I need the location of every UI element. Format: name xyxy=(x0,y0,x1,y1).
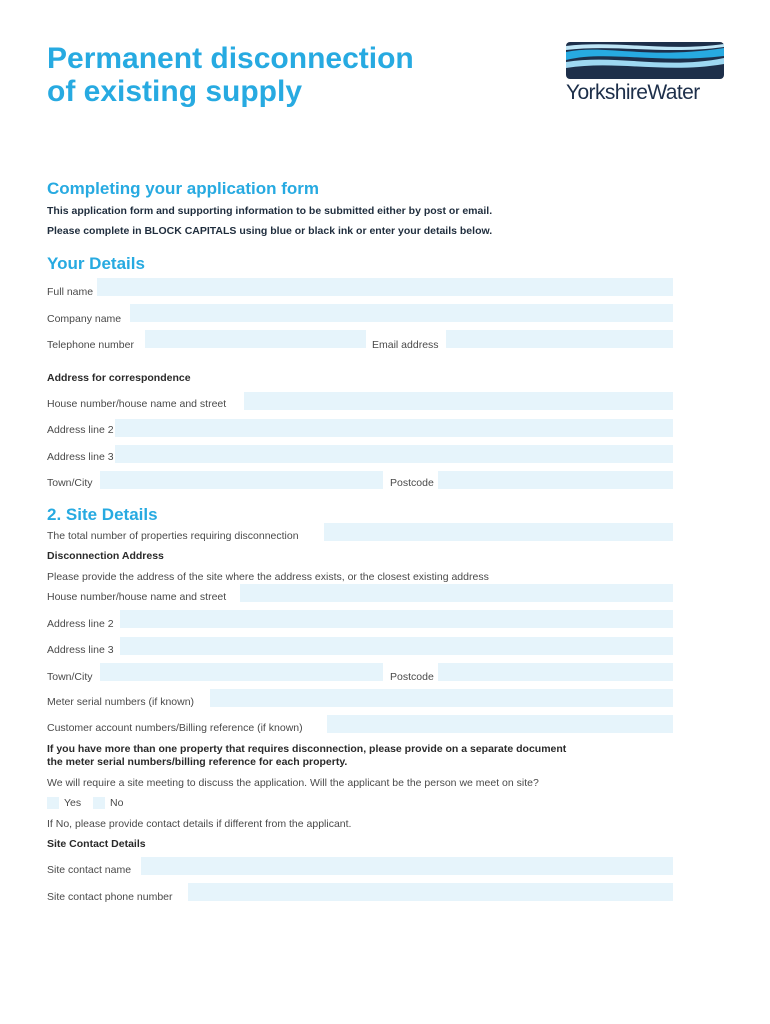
site-address-line-2-input[interactable] xyxy=(120,610,673,628)
town-city-input[interactable] xyxy=(100,471,383,489)
your-details-heading: Your Details xyxy=(47,254,145,273)
no-checkbox[interactable] xyxy=(93,797,105,809)
page-title: Permanent disconnection of existing supply xyxy=(47,42,414,108)
full-name-label: Full name xyxy=(47,286,94,298)
correspondence-address-heading: Address for correspondence xyxy=(47,372,191,384)
site-postcode-input[interactable] xyxy=(438,663,673,681)
yes-checkbox[interactable] xyxy=(47,797,59,809)
site-address-line-2-label: Address line 2 xyxy=(47,618,114,630)
site-house-street-input[interactable] xyxy=(240,584,673,602)
disconnection-address-heading: Disconnection Address xyxy=(47,550,164,562)
multi-property-note-line1: If you have more than one property that requires disconnection, please provide on a separate document xyxy=(47,743,567,755)
total-properties-input[interactable] xyxy=(324,523,673,541)
meter-serial-input[interactable] xyxy=(210,689,673,707)
multi-property-note-line2: the meter serial numbers/billing reference for each property. xyxy=(47,756,348,768)
house-street-input[interactable] xyxy=(244,392,673,410)
no-label: No xyxy=(110,797,124,809)
house-street-label: House number/house name and street xyxy=(47,398,227,410)
email-label: Email address xyxy=(372,339,439,351)
site-contact-name-input[interactable] xyxy=(141,857,673,875)
account-number-input[interactable] xyxy=(327,715,673,733)
yorkshire-water-logo xyxy=(566,42,726,105)
company-name-input[interactable] xyxy=(130,304,673,322)
meter-serial-label: Meter serial numbers (if known) xyxy=(47,696,195,708)
telephone-input[interactable] xyxy=(145,330,366,348)
logo-wordmark: YorkshireWater xyxy=(566,81,700,104)
town-city-label: Town/City xyxy=(47,477,93,489)
block-capitals-note: Please complete in BLOCK CAPITALS using blue or black ink or enter your details below. xyxy=(47,225,493,237)
full-name-input[interactable] xyxy=(97,278,673,296)
site-contact-phone-label: Site contact phone number xyxy=(47,891,173,903)
site-details-heading: 2. Site Details xyxy=(47,505,158,524)
site-address-line-3-label: Address line 3 xyxy=(47,644,114,656)
address-note: Please provide the address of the site where the address exists, or the closest existing address xyxy=(47,571,489,583)
wave-logo-icon xyxy=(566,42,724,79)
site-contact-heading: Site Contact Details xyxy=(47,838,146,850)
site-address-line-3-input[interactable] xyxy=(120,637,673,655)
intro-heading: Completing your application form xyxy=(47,179,320,198)
site-postcode-label: Postcode xyxy=(390,671,434,683)
site-contact-phone-input[interactable] xyxy=(188,883,673,901)
address-line-3-input[interactable] xyxy=(115,445,673,463)
email-input[interactable] xyxy=(446,330,673,348)
yes-label: Yes xyxy=(64,797,82,809)
site-town-city-input[interactable] xyxy=(100,663,383,681)
submission-note: This application form and supporting information to be submitted either by post or email. xyxy=(47,205,493,217)
site-house-street-label: House number/house name and street xyxy=(47,591,227,603)
if-no-note: If No, please provide contact details if different from the applicant. xyxy=(47,818,352,830)
telephone-label: Telephone number xyxy=(47,339,134,351)
total-properties-label: The total number of properties requiring disconnection xyxy=(47,530,299,542)
account-number-label: Customer account numbers/Billing reference (if known) xyxy=(47,722,303,734)
address-line-3-label: Address line 3 xyxy=(47,451,114,463)
company-name-label: Company name xyxy=(47,313,122,325)
site-town-city-label: Town/City xyxy=(47,671,93,683)
postcode-input[interactable] xyxy=(438,471,673,489)
address-line-2-label: Address line 2 xyxy=(47,424,114,436)
site-meeting-question: We will require a site meeting to discuss the application. Will the applicant be the person we meet on site? xyxy=(47,777,539,789)
site-contact-name-label: Site contact name xyxy=(47,864,132,876)
postcode-label: Postcode xyxy=(390,477,434,489)
address-line-2-input[interactable] xyxy=(115,419,673,437)
